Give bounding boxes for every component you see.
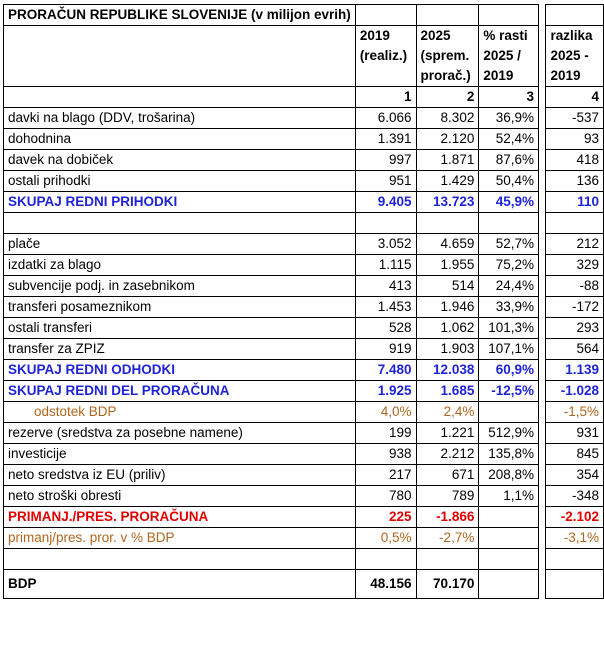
- row-label: odstotek BDP: [4, 402, 356, 423]
- table-row: [4, 381, 604, 402]
- value-difference: 931: [546, 423, 604, 444]
- table-row: [4, 108, 604, 129]
- value-2025: 1.903: [416, 339, 479, 360]
- value-difference: [546, 549, 604, 570]
- value-growth: [479, 549, 539, 570]
- value-2019: 0,5%: [355, 528, 416, 549]
- value-2019: 4,0%: [355, 402, 416, 423]
- table-row: [4, 276, 604, 297]
- value-2025: 671: [416, 465, 479, 486]
- value-2019: 3.052: [355, 234, 416, 255]
- table-row: [4, 528, 604, 549]
- row-label: SKUPAJ REDNI ODHODKI: [4, 360, 356, 381]
- column-number: 4: [546, 87, 604, 108]
- value-growth: [479, 402, 539, 423]
- value-growth: 512,9%: [479, 423, 539, 444]
- value-2019: 780: [355, 486, 416, 507]
- value-difference: 293: [546, 318, 604, 339]
- value-growth: 208,8%: [479, 465, 539, 486]
- row-label: davek na dobiček: [4, 150, 356, 171]
- table-row: [4, 192, 604, 213]
- value-difference: -3,1%: [546, 528, 604, 549]
- row-label: [4, 549, 356, 570]
- value-2025: 1.221: [416, 423, 479, 444]
- value-growth: 87,6%: [479, 150, 539, 171]
- value-difference: -1.028: [546, 381, 604, 402]
- value-2025: 1.429: [416, 171, 479, 192]
- value-growth: [479, 507, 539, 528]
- table-row: [4, 297, 604, 318]
- row-label: izdatki za blago: [4, 255, 356, 276]
- value-2025: 4.659: [416, 234, 479, 255]
- row-label: subvencije podj. in zasebnikom: [4, 276, 356, 297]
- value-2025: -1.866: [416, 507, 479, 528]
- row-label: primanj/pres. pror. v % BDP: [4, 528, 356, 549]
- row-label: transfer za ZPIZ: [4, 339, 356, 360]
- row-label: SKUPAJ REDNI DEL PRORAČUNA: [4, 381, 356, 402]
- value-difference: 1.139: [546, 360, 604, 381]
- value-difference: 93: [546, 129, 604, 150]
- row-label: ostali prihodki: [4, 171, 356, 192]
- value-difference: 354: [546, 465, 604, 486]
- value-2019: 7.480: [355, 360, 416, 381]
- value-difference: 845: [546, 444, 604, 465]
- value-2025: [416, 213, 479, 234]
- title-row: [4, 5, 604, 26]
- header-2019: 2019 (realiz.): [355, 26, 416, 87]
- row-label: davki na blago (DDV, trošarina): [4, 108, 356, 129]
- value-2025: 514: [416, 276, 479, 297]
- value-2025: 2,4%: [416, 402, 479, 423]
- table-row: [4, 150, 604, 171]
- value-difference: 564: [546, 339, 604, 360]
- row-label: neto stroški obresti: [4, 486, 356, 507]
- table-row: [4, 507, 604, 528]
- table-row: [4, 129, 604, 150]
- table-row: [4, 234, 604, 255]
- row-label: rezerve (sredstva za posebne namene): [4, 423, 356, 444]
- table-row: [4, 444, 604, 465]
- value-2019: 1.925: [355, 381, 416, 402]
- value-growth: [479, 528, 539, 549]
- value-2019: 413: [355, 276, 416, 297]
- header-difference: razlika 2025 - 2019: [546, 26, 604, 87]
- value-2025: 1.685: [416, 381, 479, 402]
- value-2025: 8.302: [416, 108, 479, 129]
- value-difference: 418: [546, 150, 604, 171]
- value-2025: 70.170: [416, 570, 479, 599]
- table-row: [4, 549, 604, 570]
- value-growth: 50,4%: [479, 171, 539, 192]
- value-2019: 528: [355, 318, 416, 339]
- value-2019: 1.453: [355, 297, 416, 318]
- value-2025: 1.871: [416, 150, 479, 171]
- row-label: BDP: [4, 570, 356, 599]
- column-number-row: [4, 87, 604, 108]
- value-difference: [546, 570, 604, 599]
- value-2025: 1.955: [416, 255, 479, 276]
- header-2025: 2025 (sprem. prorač.): [416, 26, 479, 87]
- value-growth: 36,9%: [479, 108, 539, 129]
- value-2019: 919: [355, 339, 416, 360]
- value-2019: 1.115: [355, 255, 416, 276]
- value-difference: 136: [546, 171, 604, 192]
- value-difference: -88: [546, 276, 604, 297]
- row-label: SKUPAJ REDNI PRIHODKI: [4, 192, 356, 213]
- value-2025: 2.120: [416, 129, 479, 150]
- row-label: dohodnina: [4, 129, 356, 150]
- row-label: ostali transferi: [4, 318, 356, 339]
- value-difference: -1,5%: [546, 402, 604, 423]
- value-2019: 6.066: [355, 108, 416, 129]
- value-2019: 225: [355, 507, 416, 528]
- column-number: 3: [479, 87, 539, 108]
- budget-table: [3, 4, 604, 599]
- row-label: PRIMANJ./PRES. PRORAČUNA: [4, 507, 356, 528]
- column-number: 2: [416, 87, 479, 108]
- value-2025: [416, 549, 479, 570]
- value-2019: 951: [355, 171, 416, 192]
- value-2025: 1.062: [416, 318, 479, 339]
- value-growth: 33,9%: [479, 297, 539, 318]
- table-row: [4, 423, 604, 444]
- value-difference: -172: [546, 297, 604, 318]
- row-label: transferi posameznikom: [4, 297, 356, 318]
- value-2025: 13.723: [416, 192, 479, 213]
- value-growth: 45,9%: [479, 192, 539, 213]
- value-growth: 135,8%: [479, 444, 539, 465]
- value-growth: 107,1%: [479, 339, 539, 360]
- table-row: [4, 318, 604, 339]
- value-2019: 938: [355, 444, 416, 465]
- value-difference: -537: [546, 108, 604, 129]
- row-label: investicije: [4, 444, 356, 465]
- value-2019: [355, 213, 416, 234]
- value-growth: 52,7%: [479, 234, 539, 255]
- value-difference: [546, 213, 604, 234]
- value-difference: 212: [546, 234, 604, 255]
- value-difference: -348: [546, 486, 604, 507]
- value-growth: 24,4%: [479, 276, 539, 297]
- value-2019: 48.156: [355, 570, 416, 599]
- value-2019: [355, 549, 416, 570]
- table-row: [4, 570, 604, 599]
- table-row: [4, 465, 604, 486]
- value-growth: 60,9%: [479, 360, 539, 381]
- value-2025: 1.946: [416, 297, 479, 318]
- header-growth: % rasti 2025 / 2019: [479, 26, 539, 87]
- header-row: [4, 26, 604, 87]
- table-title: PRORAČUN REPUBLIKE SLOVENIJE (v milijon evrih): [4, 5, 356, 26]
- value-growth: [479, 570, 539, 599]
- value-2019: 217: [355, 465, 416, 486]
- value-2025: 2.212: [416, 444, 479, 465]
- value-growth: 75,2%: [479, 255, 539, 276]
- value-growth: -12,5%: [479, 381, 539, 402]
- value-growth: 101,3%: [479, 318, 539, 339]
- value-growth: 52,4%: [479, 129, 539, 150]
- value-2025: -2,7%: [416, 528, 479, 549]
- value-2025: 789: [416, 486, 479, 507]
- table-row: [4, 171, 604, 192]
- value-2019: 1.391: [355, 129, 416, 150]
- value-2019: 997: [355, 150, 416, 171]
- value-growth: 1,1%: [479, 486, 539, 507]
- value-2019: 199: [355, 423, 416, 444]
- column-number: 1: [355, 87, 416, 108]
- value-growth: [479, 213, 539, 234]
- value-2019: 9.405: [355, 192, 416, 213]
- row-label: plače: [4, 234, 356, 255]
- table-row: [4, 402, 604, 423]
- value-difference: -2.102: [546, 507, 604, 528]
- table-row: [4, 213, 604, 234]
- table-row: [4, 360, 604, 381]
- value-difference: 329: [546, 255, 604, 276]
- table-row: [4, 339, 604, 360]
- row-label: [4, 213, 356, 234]
- table-row: [4, 255, 604, 276]
- table-row: [4, 486, 604, 507]
- row-label: neto sredstva iz EU (priliv): [4, 465, 356, 486]
- value-2025: 12.038: [416, 360, 479, 381]
- value-difference: 110: [546, 192, 604, 213]
